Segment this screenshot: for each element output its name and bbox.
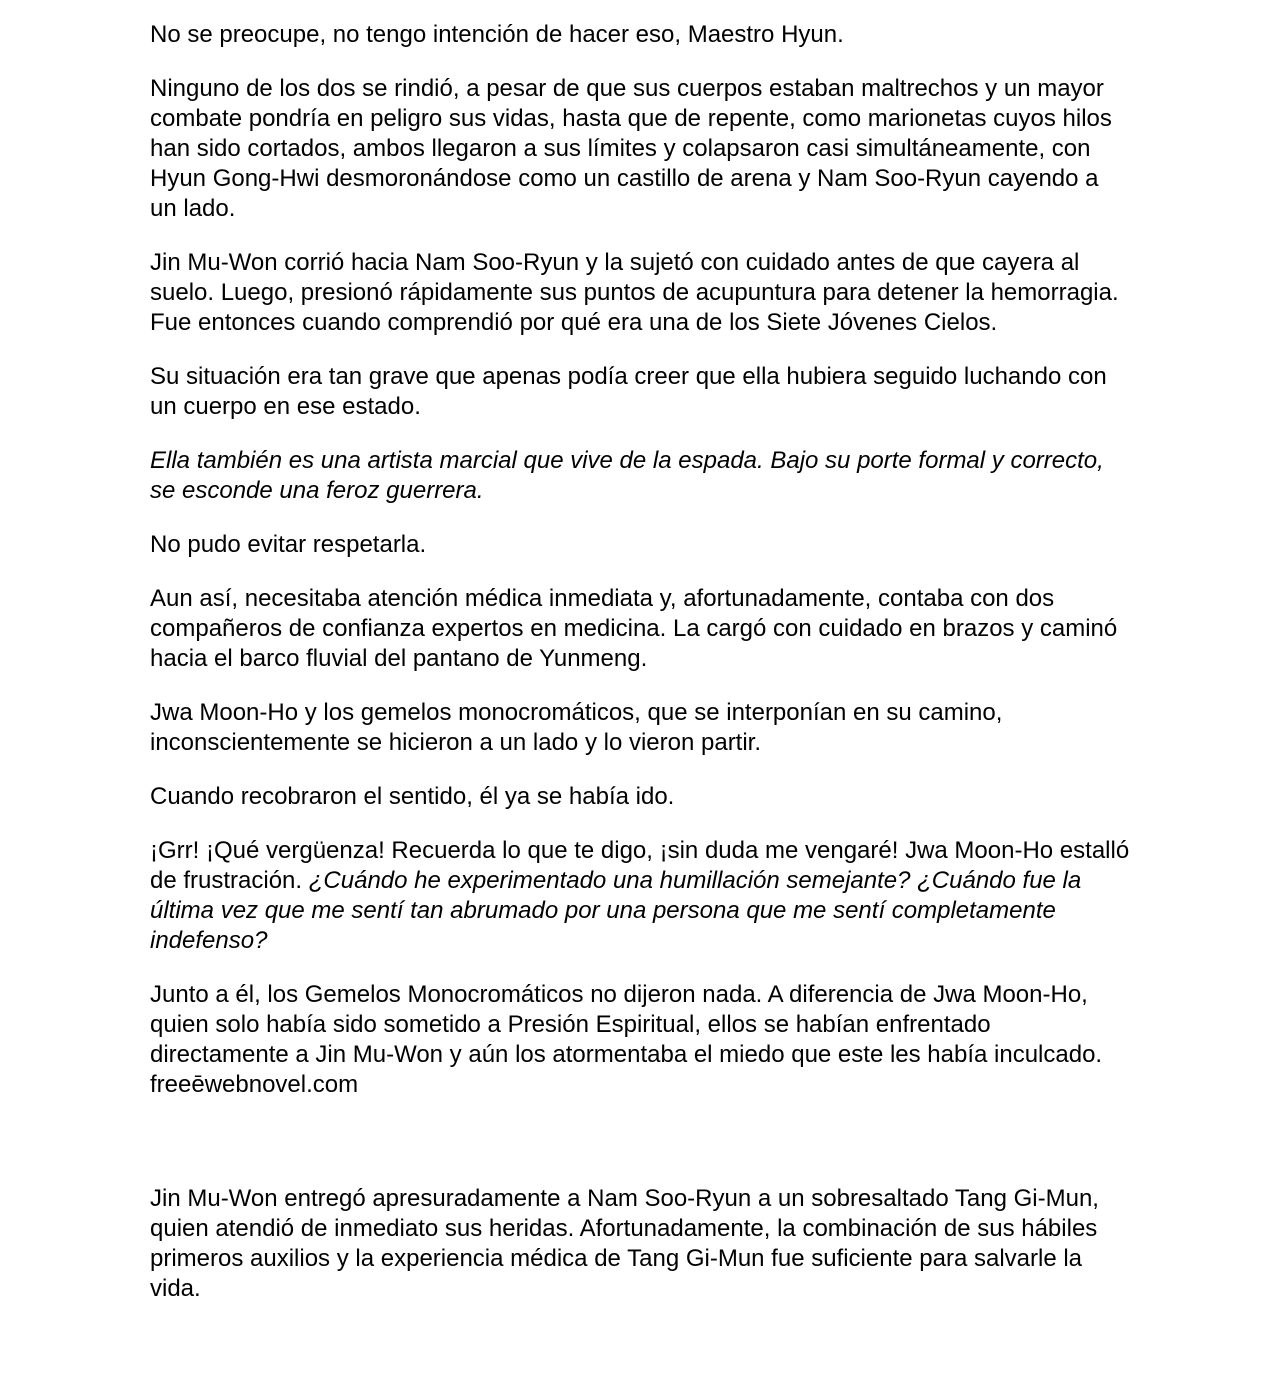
paragraph-5-thought: Ella también es una artista marcial que vive de la espada. Bajo su porte formal y correcto, se esconde una feroz guerrera.	[150, 447, 1104, 504]
paragraph-9: Cuando recobraron el sentido, él ya se había ido.	[150, 783, 675, 810]
section-gap	[150, 1124, 1130, 1184]
paragraph-10-thought: ¿Cuándo he experimentado una humillación semejante? ¿Cuándo fue la última vez que me sentí tan abrumado por una persona que me sentí completamente indefenso?	[150, 867, 1082, 954]
paragraph-2: Ninguno de los dos se rindió, a pesar de que sus cuerpos estaban maltrechos y un mayor combate pondría en peligro sus vidas, hasta que de repente, como marionetas cuyos hilos han sido cortados, ambos llegaron a sus límites y colapsaron casi simultáneamente, con Hyun Gong-Hwi desmoronándose como un castillo de arena y Nam Soo-Ryun cayendo a un lado.	[150, 75, 1112, 222]
paragraph-10	[150, 836, 1130, 956]
paragraph-4: Su situación era tan grave que apenas podía creer que ella hubiera seguido luchando con un cuerpo en ese estado.	[150, 363, 1107, 420]
paragraph-8: Jwa Moon-Ho y los gemelos monocromáticos, que se interponían en su camino, inconscientemente se hicieron a un lado y lo vieron partir.	[150, 699, 1003, 756]
paragraph-6: No pudo evitar respetarla.	[150, 531, 427, 558]
paragraph-11: Junto a él, los Gemelos Monocromáticos no dijeron nada. A diferencia de Jwa Moon-Ho, quien solo había sido sometido a Presión Espiritual, ellos se habían enfrentado directamente a Jin Mu-Won y aún los atormentaba el miedo que este les había inculcado. freeēwebnovel.com	[150, 981, 1103, 1098]
document-page	[150, 20, 1130, 1328]
paragraph-3: Jin Mu-Won corrió hacia Nam Soo-Ryun y la sujetó con cuidado antes de que cayera al suelo. Luego, presionó rápidamente sus puntos de acupuntura para detener la hemorragia. Fue entonces cuando comprendió por qué era una de los Siete Jóvenes Cielos.	[150, 249, 1119, 336]
paragraph-10-speech: ¡Grr! ¡Qué vergüenza! Recuerda lo que te digo, ¡sin duda me vengaré! Jwa Moon-Ho estalló de frustración.	[150, 837, 1130, 894]
paragraph-7: Aun así, necesitaba atención médica inmediata y, afortunadamente, contaba con dos compañeros de confianza expertos en medicina. La cargó con cuidado en brazos y caminó hacia el barco fluvial del pantano de Yunmeng.	[150, 585, 1118, 672]
paragraph-12: Jin Mu-Won entregó apresuradamente a Nam Soo-Ryun a un sobresaltado Tang Gi-Mun, quien atendió de inmediato sus heridas. Afortunadamente, la combinación de sus hábiles primeros auxilios y la experiencia médica de Tang Gi-Mun fue suficiente para salvarle la vida.	[150, 1185, 1099, 1302]
paragraph-1: No se preocupe, no tengo intención de hacer eso, Maestro Hyun.	[150, 21, 844, 48]
